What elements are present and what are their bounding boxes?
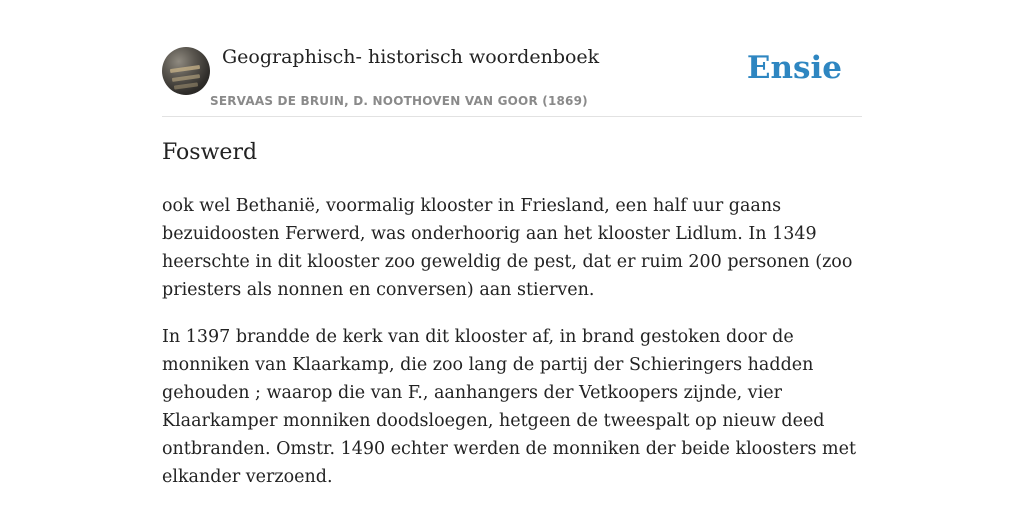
entry-paragraph: In 1397 brandde de kerk van dit klooster af, in brand gestoken door de monniken van Klaarkamp, die zoo lang de partij der Schieringers hadden gehouden ; waarop die van F., aanhangers der Vetkoopers zijnde, vier Klaarkamper monniken doodsloegen, hetgeen de tweespalt op nieuw deed ontbranden. Omstr. 1490 echter werden de monniken der beide kloosters met elkander verzoend. (162, 327, 857, 487)
entry-paragraph: ook wel Bethanië, voormalig klooster in Friesland, een half uur gaans bezuidoosten Ferwerd, was onderhoorig aan het klooster Lidlum. In 1349 heerschte in dit klooster zoo geweldig de pest, dat er ruim 200 personen (zoo priesters als nonnen en conversen) aan stierven. (162, 196, 853, 300)
book-authors: SERVAAS DE BRUIN, D. NOOTHOVEN VAN GOOR (1869) (210, 94, 588, 108)
entry-term: Foswerd (162, 140, 258, 165)
book-cover-avatar[interactable] (162, 47, 210, 95)
book-spine-decoration (172, 74, 200, 82)
book-title-link[interactable]: Geographisch- historisch woordenboek (222, 46, 600, 68)
book-spine-decoration (170, 65, 200, 73)
book-header (162, 40, 862, 117)
entry-content (162, 192, 862, 510)
ensie-logo-link[interactable]: Ensie (746, 50, 842, 86)
book-spine-decoration (174, 82, 198, 89)
